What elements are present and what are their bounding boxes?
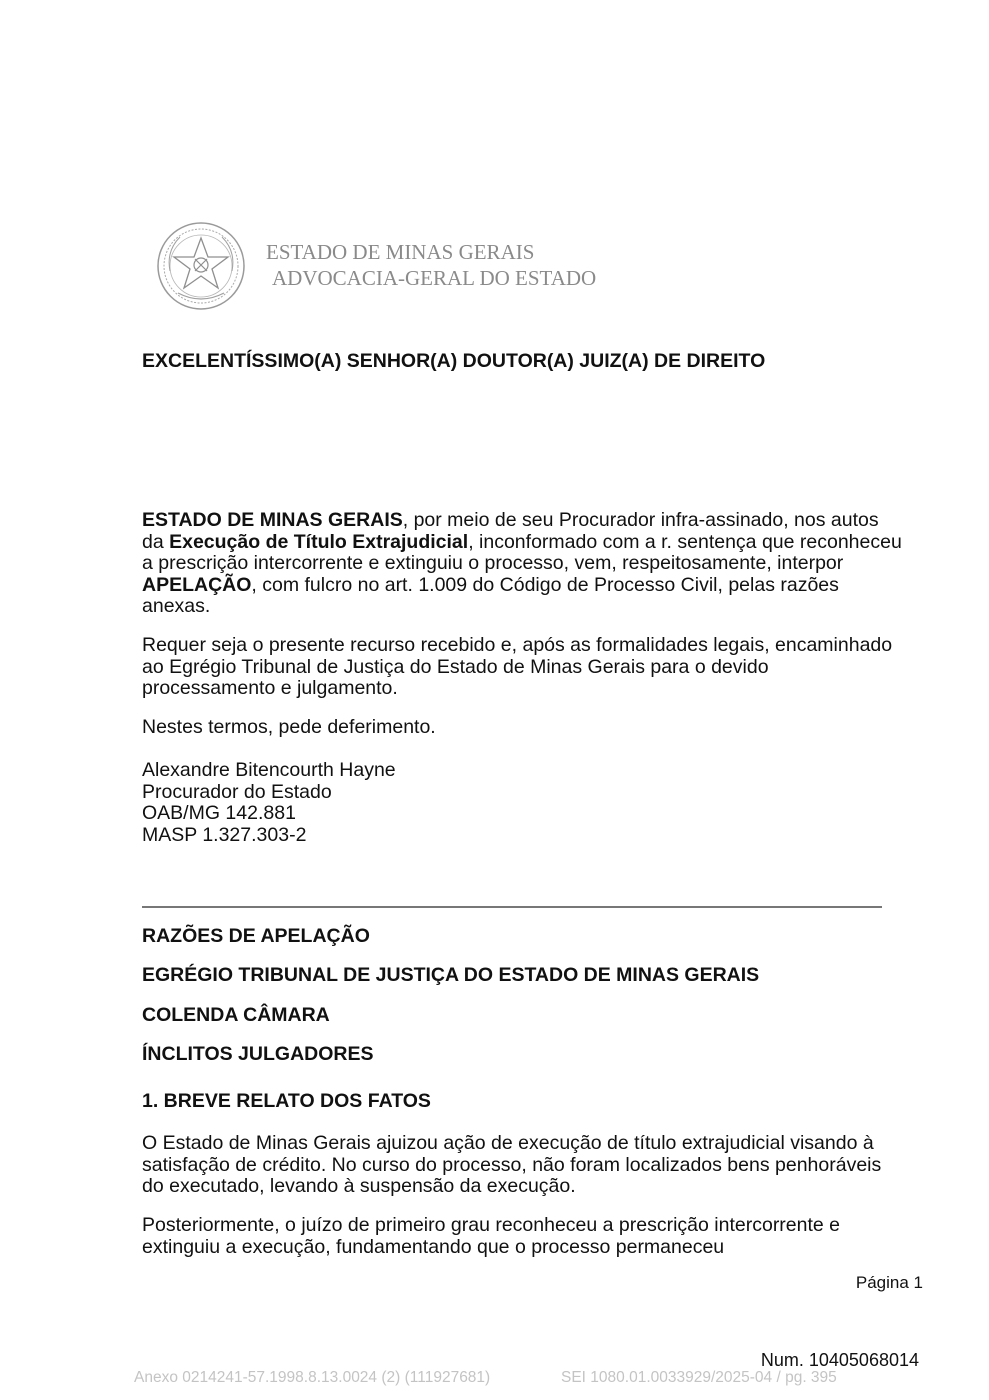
signature-block xyxy=(142,760,902,846)
header-line-state: ESTADO DE MINAS GERAIS xyxy=(266,240,535,264)
heading-razoes: RAZÕES DE APELAÇÃO xyxy=(142,925,370,947)
footer-sei: SEI 1080.01.0033929/2025-04 / pg. 395 xyxy=(561,1369,837,1386)
signature-role: Procurador do Estado xyxy=(142,780,332,803)
paragraph-request: Requer seja o presente recurso recebido e, após as formalidades legais, encaminhado ao Egrégio Tribunal de Justiça do Estado de Minas Gerais para o devido processamento e julgamento. xyxy=(142,634,893,699)
paragraph-facts-1: O Estado de Minas Gerais ajuizou ação de execução de título extrajudicial visando à satisfação de crédito. No curso do processo, não foram localizados bens penhoráveis do executado, levando à suspensão da execução. xyxy=(142,1132,882,1197)
party-name: ESTADO DE MINAS GERAIS xyxy=(142,509,403,531)
state-seal xyxy=(156,221,246,311)
heading-tribunal: EGRÉGIO TRIBUNAL DE JUSTIÇA DO ESTADO DE MINAS GERAIS xyxy=(142,964,760,986)
footer-annex: Anexo 0214241-57.1998.8.13.0024 (2) (111927681) xyxy=(134,1369,491,1386)
para1-text3: , com fulcro no art. 1.009 do Código de Processo Civil, pelas razões anexas. xyxy=(142,573,839,617)
paragraph-closing: Nestes termos, pede deferimento. xyxy=(142,716,436,738)
signature-name: Alexandre Bitencourth Hayne xyxy=(142,759,396,781)
minas-gerais-seal-icon xyxy=(156,221,246,311)
appeal-term: APELAÇÃO xyxy=(142,573,252,596)
heading-camara: COLENDA CÂMARA xyxy=(142,1004,330,1026)
paragraph-petition xyxy=(142,510,902,618)
heading-section-1: 1. BREVE RELATO DOS FATOS xyxy=(142,1090,431,1112)
addressee-heading: EXCELENTÍSSIMO(A) SENHOR(A) DOUTOR(A) JUIZ(A) DE DIREITO xyxy=(142,350,766,372)
divider xyxy=(142,906,882,908)
para1-text2: , inconformado com a r. sentença que reconheceu a prescrição intercorrente e extinguiu o processo, vem, respeitosamente, interpor xyxy=(142,530,902,574)
paragraph-facts-2: Posteriormente, o juízo de primeiro grau reconheceu a prescrição intercorrente e extinguiu a execução, fundamentando que o processo permaneceu xyxy=(142,1214,841,1258)
action-name: Execução de Título Extrajudicial xyxy=(169,530,469,553)
para1-text1: , por meio de seu Procurador infra-assinado, nos autos da xyxy=(142,509,879,553)
signature-oab: OAB/MG 142.881 xyxy=(142,802,296,824)
signature-masp: MASP 1.327.303-2 xyxy=(142,823,307,846)
page-number: Página 1 xyxy=(855,1273,923,1292)
header-line-agency: ADVOCACIA-GERAL DO ESTADO xyxy=(272,266,597,290)
document-number: Num. 10405068014 xyxy=(760,1350,919,1370)
heading-julgadores: ÍNCLITOS JULGADORES xyxy=(142,1043,374,1065)
